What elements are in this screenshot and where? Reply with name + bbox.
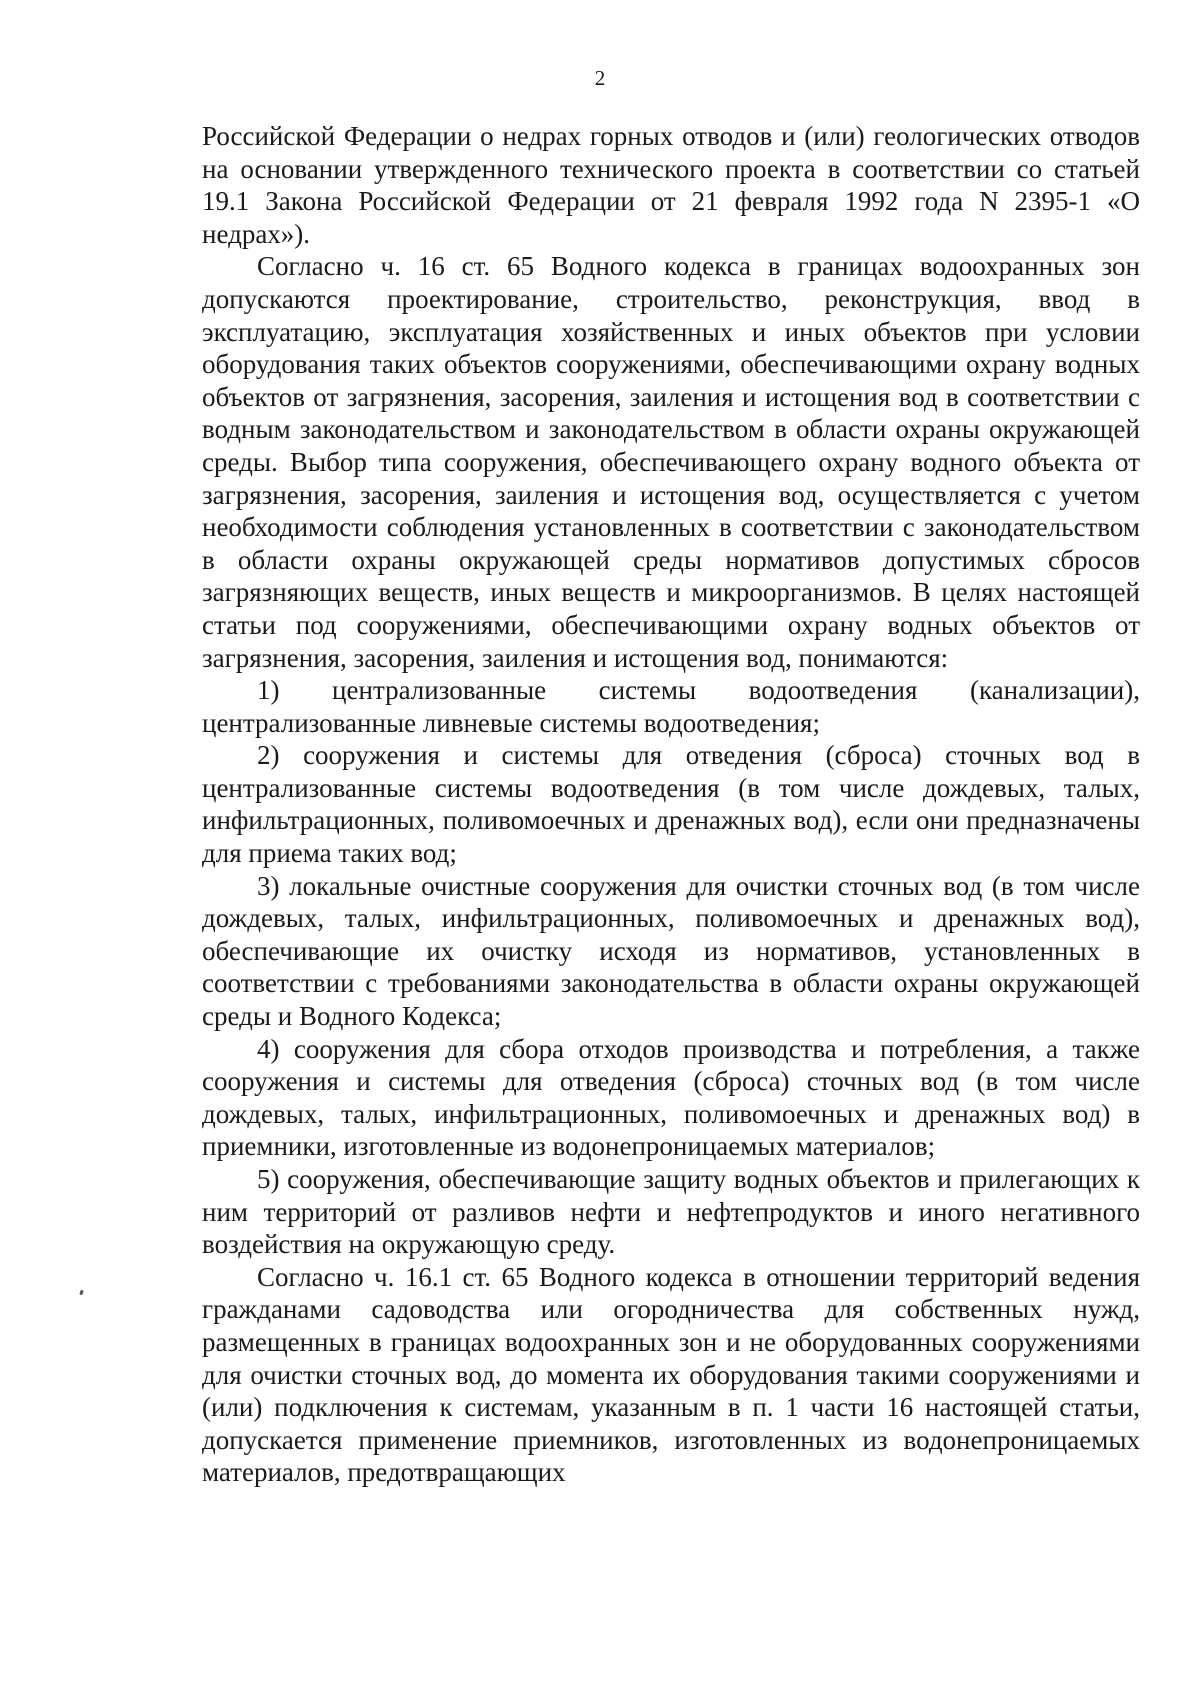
paragraph-article-16: Согласно ч. 16 ст. 65 Водного кодекса в границах водоохранных зон допускаются проектирование, строительство, реконструкция, ввод в эксплуатацию, эксплуатация хозяйственных и иных объектов при условии оборудования таких объектов сооружениями, обеспечивающими охрану водных объектов от загрязнения, засорения, заиления и истощения вод в соответствии с водным законодательством и законодательством в области охраны окружающей среды. Выбор типа сооружения, обеспечивающего охрану водного объекта от загрязнения, засорения, заиления и истощения вод, осуществляется с учетом необходимости соблюдения установленных в соответствии с законодательством в области охраны окружающей среды нормативов допустимых сбросов загрязняющих веществ, иных веществ и микроорганизмов. В целях настоящей статьи под сооружениями, обеспечивающими охрану водных объектов от загрязнения, засорения, заиления и истощения вод, понимаются: [202, 251, 1140, 673]
paragraph-continuation: Российской Федерации о недрах горных отводов и (или) геологических отводов на основании утвержденного технического проекта в соответствии со статьей 19.1 Закона Российской Федерации от 21 февраля 1992 года N 2395-1 «О недрах»). [202, 121, 1140, 249]
scan-speck [79, 1290, 84, 1296]
list-item-5: 5) сооружения, обеспечивающие защиту водных объектов и прилегающих к ним территорий от разливов нефти и нефтепродуктов и иного негативного воздействия на окружающую среду. [202, 1164, 1140, 1260]
list-item-2: 2) сооружения и системы для отведения (сброса) сточных вод в централизованные системы водоотведения (в том числе дождевых, талых, инфильтрационных, поливомоечных и дренажных вод), если они предназначены для приема таких вод; [202, 740, 1140, 869]
document-body [202, 120, 1140, 1489]
page-number: 2 [594, 66, 606, 90]
list-item-3: 3) локальные очистные сооружения для очистки сточных вод (в том числе дождевых, талых, инфильтрационных, поливомоечных и дренажных вод), обеспечивающие их очистку исходя из нормативов, установленных в соответствии с требованиями законодательства в области охраны окружающей среды и Водного Кодекса; [202, 870, 1140, 1032]
paragraph-article-16-1: Согласно ч. 16.1 ст. 65 Водного кодекса в отношении территорий ведения гражданами садоводства или огородничества для собственных нужд, размещенных в границах водоохранных зон и не оборудованных сооружениями для очистки сточных вод, до момента их оборудования такими сооружениями и (или) подключения к системам, указанным в п. 1 части 16 настоящей статьи, допускается применение приемников, изготовленных из водонепроницаемых материалов, предотвращающих [202, 1261, 1140, 1488]
list-item-4: 4) сооружения для сбора отходов производства и потребления, а также сооружения и системы для отведения (сброса) сточных вод (в том числе дождевых, талых, инфильтрационных, поливомоечных и дренажных вод) в приемники, изготовленные из водонепроницаемых материалов; [202, 1033, 1140, 1162]
list-item-1: 1) централизованные системы водоотведения (канализации), централизованные ливневые системы водоотведения; [202, 675, 1140, 738]
